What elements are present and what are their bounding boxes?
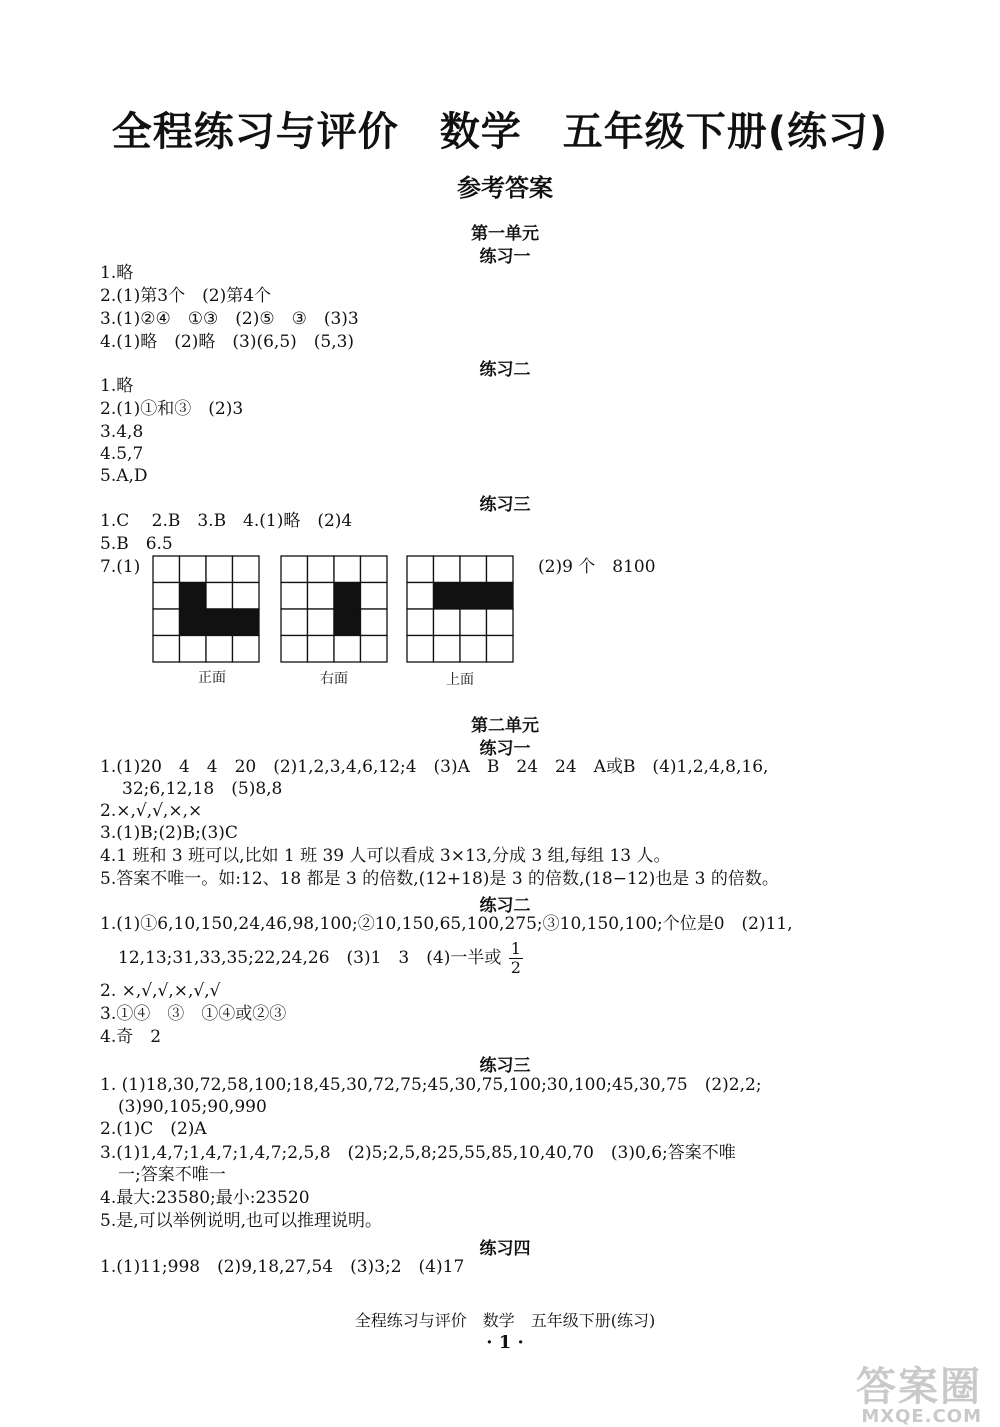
document-subtitle: 参考答案	[457, 174, 553, 202]
grid-cell	[460, 636, 487, 663]
answer-line: 1.(1)11;998 (2)9,18,27,54 (3)3;2 (4)17	[100, 1257, 465, 1277]
grid-cell	[434, 609, 461, 636]
answer-line: 4.奇 2	[100, 1027, 162, 1047]
answer-line: 5.答案不唯一。如:12、18 都是 3 的倍数,(12+18)是 3 的倍数,(18−12)也是 3 的倍数。	[100, 869, 779, 889]
grid-cell	[361, 583, 388, 610]
watermark-logo	[856, 1355, 982, 1427]
front-view-caption: 正面	[198, 670, 226, 686]
unit-2-exercise-1-heading: 练习一	[479, 739, 531, 759]
grid-cell	[233, 583, 260, 610]
grid-cell	[407, 609, 434, 636]
grid-cell	[308, 609, 335, 636]
answer-line: 7.(1)	[100, 557, 141, 577]
grid-cell	[460, 609, 487, 636]
grid-cell	[153, 636, 180, 663]
front-view-grid	[152, 555, 260, 663]
filled-cell	[233, 609, 260, 636]
answer-line: 5.B 6.5	[100, 534, 173, 554]
answer-line: 2. ×,√,√,×,√,√	[100, 981, 221, 1001]
right-view-caption: 右面	[320, 671, 348, 687]
grid-cell	[434, 556, 461, 583]
watermark-text: 答案圈	[856, 1364, 982, 1410]
grid-cell	[361, 609, 388, 636]
grid-cell	[434, 636, 461, 663]
grid-cell	[407, 556, 434, 583]
grid-cell	[281, 583, 308, 610]
unit-2-exercise-2-heading: 练习二	[479, 896, 531, 916]
answer-line: 2.(1)①和③ (2)3	[100, 399, 244, 419]
answer-line: 一;答案不唯一	[118, 1165, 226, 1185]
unit-2-exercise-3-heading: 练习三	[479, 1056, 531, 1076]
grid-cell	[233, 636, 260, 663]
page-number: · 1 ·	[486, 1332, 524, 1353]
answer-line: 32;6,12,18 (5)8,8	[122, 779, 283, 799]
grid-cell	[153, 583, 180, 610]
answer-line: 1.略	[100, 263, 134, 283]
answer-line: 1.C 2.B 3.B 4.(1)略 (2)4	[100, 511, 353, 531]
filled-cell	[206, 609, 233, 636]
page-footer: 全程练习与评价 数学 五年级下册(练习)	[354, 1311, 656, 1330]
answer-line: 2.×,√,√,×,×	[100, 801, 203, 821]
grid-cell	[153, 609, 180, 636]
fraction-denominator: 2	[510, 958, 521, 977]
grid-cell	[180, 636, 207, 663]
grid-cell	[206, 556, 233, 583]
grid-cell	[487, 556, 514, 583]
grid-cell	[308, 583, 335, 610]
answer-text: 12,13;31,33,35;22,24,26 (3)1 3 (4)一半或	[118, 948, 502, 968]
grid-cell	[407, 636, 434, 663]
answer-line: 3.(1)B;(2)B;(3)C	[100, 823, 238, 843]
answer-line: 5.是,可以举例说明,也可以推理说明。	[100, 1211, 383, 1231]
answer-line: 1.(1)20 4 4 20 (2)1,2,3,4,6,12;4 (3)A B 24 24 A或B (4)1,2,4,8,16,	[100, 757, 769, 777]
grid-cell	[281, 636, 308, 663]
unit-1-heading: 第一单元	[471, 224, 539, 244]
filled-cell	[434, 583, 461, 610]
answer-line: 2.(1)C (2)A	[100, 1119, 207, 1139]
answer-line: 2.(1)第3个 (2)第4个	[100, 286, 272, 306]
answer-line: 4.5,7	[100, 444, 144, 464]
grid-cell	[281, 556, 308, 583]
filled-cell	[460, 583, 487, 610]
filled-cell	[334, 583, 361, 610]
grid-cell	[487, 609, 514, 636]
unit-2-exercise-4-heading: 练习四	[479, 1239, 531, 1259]
fraction-numerator: 1	[510, 939, 521, 958]
answer-line: 3.4,8	[100, 422, 144, 442]
unit-1-exercise-1-heading: 练习一	[479, 247, 531, 267]
unit-2-heading: 第二单元	[471, 716, 539, 736]
answer-line: 4.最大:23580;最小:23520	[100, 1188, 310, 1208]
answer-line: (2)9 个 8100	[538, 557, 656, 577]
grid-cell	[460, 556, 487, 583]
right-view-grid	[280, 555, 388, 663]
grid-cell	[308, 636, 335, 663]
filled-cell	[487, 583, 514, 610]
answer-line: 4.1 班和 3 班可以,比如 1 班 39 人可以看成 3×13,分成 3 组,每组 13 人。	[100, 846, 671, 866]
answer-line: 3.①④ ③ ①④或②③	[100, 1004, 287, 1024]
grid-cell	[281, 609, 308, 636]
document-title: 全程练习与评价 数学 五年级下册(练习)	[111, 109, 889, 155]
answer-line: 4.(1)略 (2)略 (3)(6,5) (5,3)	[100, 332, 355, 352]
answer-line: 1.(1)①6,10,150,24,46,98,100;②10,150,65,100,275;③10,150,100;个位是0 (2)11,	[100, 914, 793, 934]
answer-line: 1.略	[100, 376, 134, 396]
grid-cell	[206, 636, 233, 663]
grid-cell	[407, 583, 434, 610]
answer-line: 1. (1)18,30,72,58,100;18,45,30,72,75;45,30,75,100;30,100;45,30,75 (2)2,2;	[100, 1075, 762, 1095]
top-view-caption: 上面	[446, 672, 474, 688]
grid-cell	[153, 556, 180, 583]
unit-1-exercise-3-heading: 练习三	[479, 495, 531, 515]
fraction-one-half	[509, 940, 523, 977]
grid-cell	[206, 583, 233, 610]
filled-cell	[180, 609, 207, 636]
answer-line	[118, 940, 523, 977]
grid-cell	[361, 636, 388, 663]
filled-cell	[334, 609, 361, 636]
grid-cell	[361, 556, 388, 583]
answer-line: 5.A,D	[100, 466, 148, 486]
grid-cell	[334, 636, 361, 663]
grid-cell	[334, 556, 361, 583]
answer-line: 3.(1)1,4,7;1,4,7;1,4,7;2,5,8 (2)5;2,5,8;25,55,85,10,40,70 (3)0,6;答案不唯	[100, 1143, 736, 1163]
top-view-grid	[406, 555, 514, 663]
watermark-url: MXQE.COM	[861, 1406, 982, 1427]
answer-line: (3)90,105;90,990	[118, 1097, 267, 1117]
grid-cell	[308, 556, 335, 583]
filled-cell	[180, 583, 207, 610]
grid-cell	[487, 636, 514, 663]
grid-cell	[233, 556, 260, 583]
unit-1-exercise-2-heading: 练习二	[479, 360, 531, 380]
answer-line: 3.(1)②④ ①③ (2)⑤ ③ (3)3	[100, 309, 359, 329]
grid-cell	[180, 556, 207, 583]
